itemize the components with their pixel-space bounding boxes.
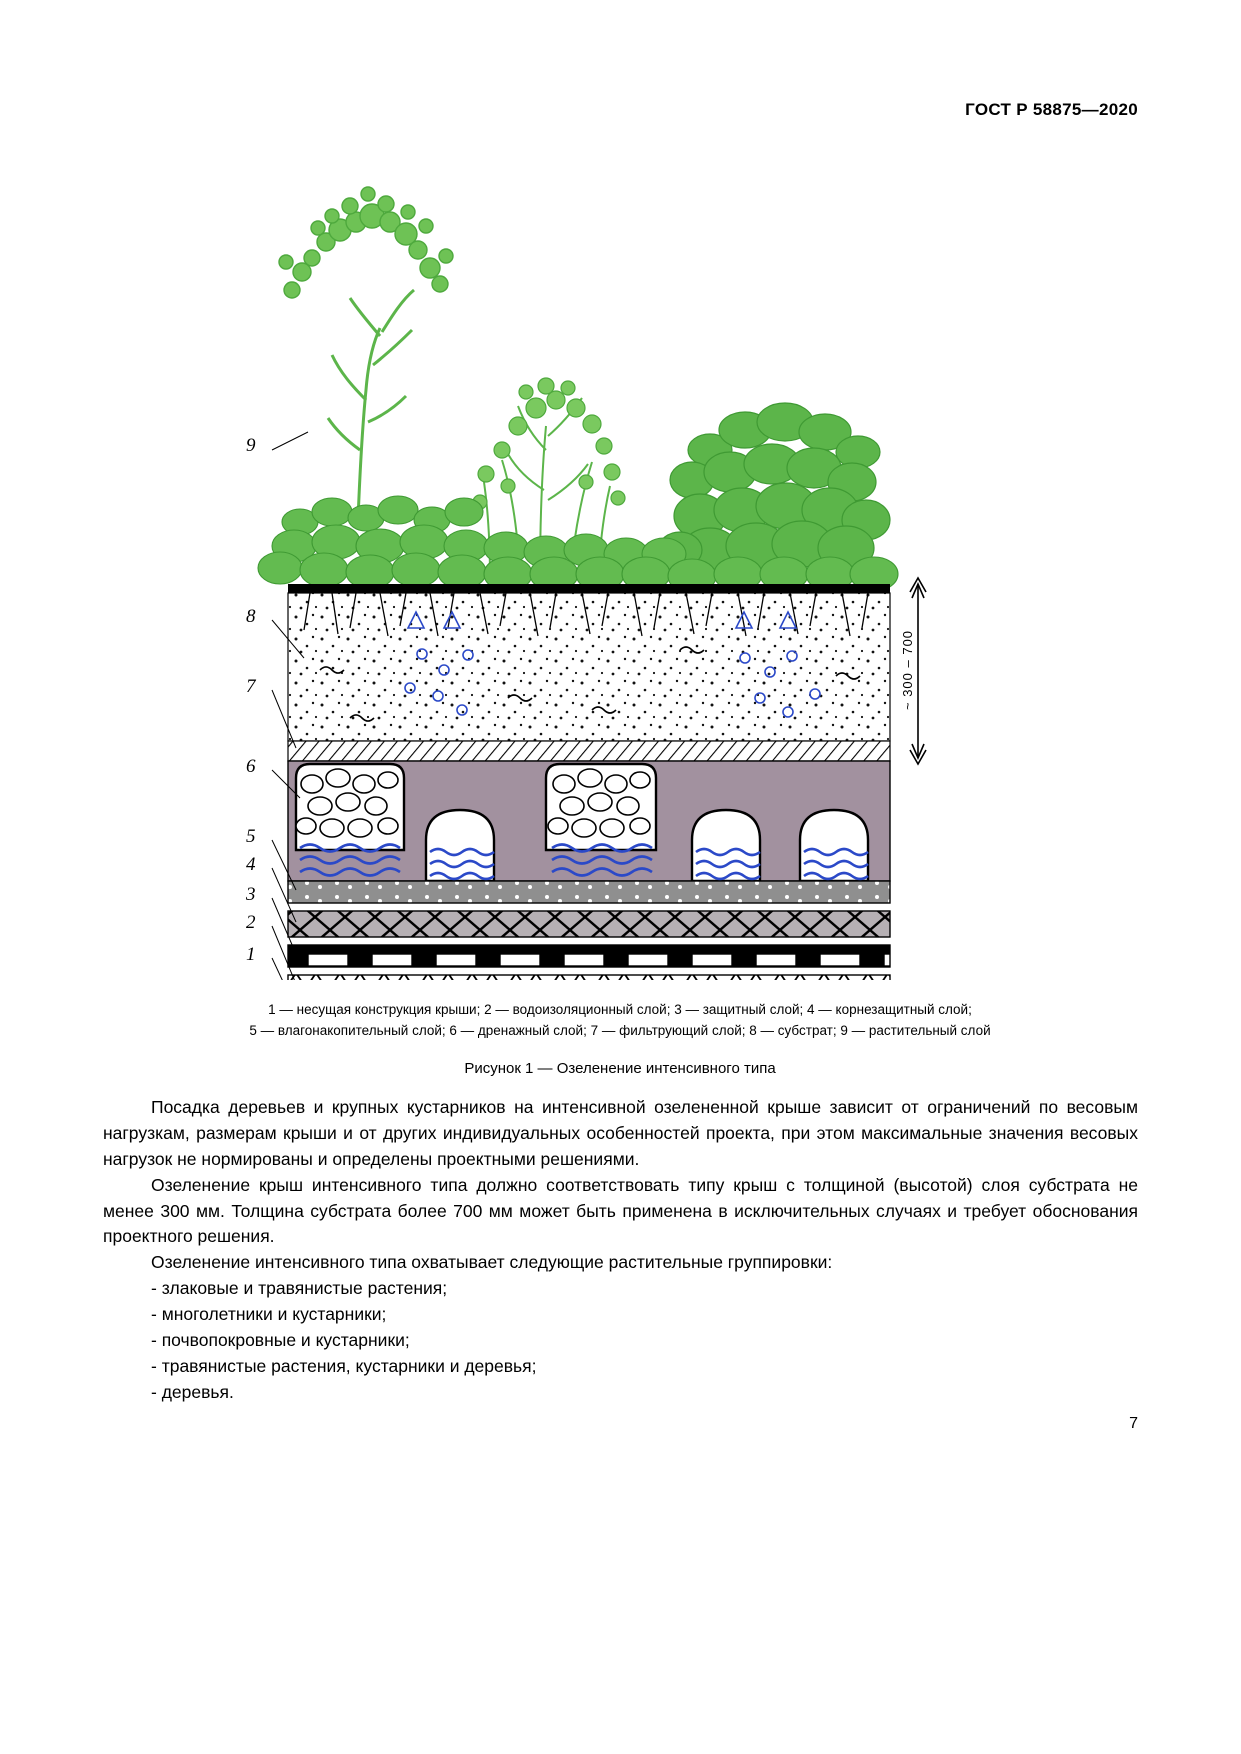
- legend-line-2: 5 — влагонакопительный слой; 6 — дренажный слой; 7 — фильтрующий слой; 8 — субстрат; 9 — растительный слой: [249, 1022, 991, 1038]
- root-barrier-layer: [288, 911, 890, 937]
- filter-layer: [288, 741, 890, 761]
- callout-3: 3: [246, 884, 256, 905]
- list-item: - почвопокровные и кустарники;: [151, 1330, 410, 1351]
- roof-cross-section-svg: [240, 150, 1000, 980]
- document-standard-number: ГОСТ Р 58875—2020: [965, 100, 1138, 119]
- protective-layer: [288, 945, 890, 967]
- list-item: - многолетники и кустарники;: [151, 1304, 387, 1325]
- vegetation-illustration: [258, 187, 898, 593]
- callout-9: 9: [246, 435, 256, 456]
- callout-8: 8: [246, 606, 256, 627]
- page-number: 7: [1129, 1415, 1138, 1432]
- body-text: [103, 1095, 1138, 1406]
- legend-line-1: 1 — несущая конструкция крыши; 2 — водоизоляционный слой; 3 — защитный слой; 4 — корнезащитный слой;: [268, 1002, 972, 1017]
- substrate-layer: [288, 593, 890, 741]
- callout-2: 2: [246, 912, 256, 933]
- waterproofing-layer: [288, 975, 890, 980]
- callout-1: 1: [246, 944, 256, 965]
- dimension-label: ~ 300 – 700: [900, 629, 915, 710]
- figure-green-roof-diagram: [240, 150, 1000, 980]
- callout-4: 4: [246, 854, 256, 875]
- callout-5: 5: [246, 826, 256, 847]
- callout-6: 6: [246, 756, 256, 777]
- callout-7: 7: [246, 676, 256, 697]
- paragraph-2: Озеленение крыш интенсивного типа должно соответствовать типу крыш с толщиной (высотой) слоя субстрата не менее 300 мм. Толщина субстрата более 700 мм может быть применена в исключительных случаях и требует обоснования проектного решения.: [103, 1174, 1138, 1247]
- paragraph-3: Озеленение интенсивного типа охватывает следующие растительные группировки:: [151, 1252, 833, 1273]
- paragraph-1: Посадка деревьев и крупных кустарников на интенсивной озелененной крыше зависит от ограничений по весовым нагрузкам, размерам крыши и от других индивидуальных особенностей проекта, при этом максимальные значения весовых нагрузок не нормированы и определены проектными решениями.: [103, 1097, 1138, 1169]
- list-item: - деревья.: [151, 1381, 234, 1402]
- figure-legend: [70, 1000, 1170, 1042]
- figure-title: Рисунок 1 — Озеленение интенсивного типа: [464, 1060, 776, 1077]
- list-item: - травянистые растения, кустарники и деревья;: [151, 1355, 537, 1376]
- list-item: - злаковые и травянистые растения;: [151, 1278, 448, 1299]
- moisture-storage-layer: [288, 881, 890, 903]
- drainage-layer: [288, 761, 890, 881]
- plant-group-list: [103, 1276, 1138, 1405]
